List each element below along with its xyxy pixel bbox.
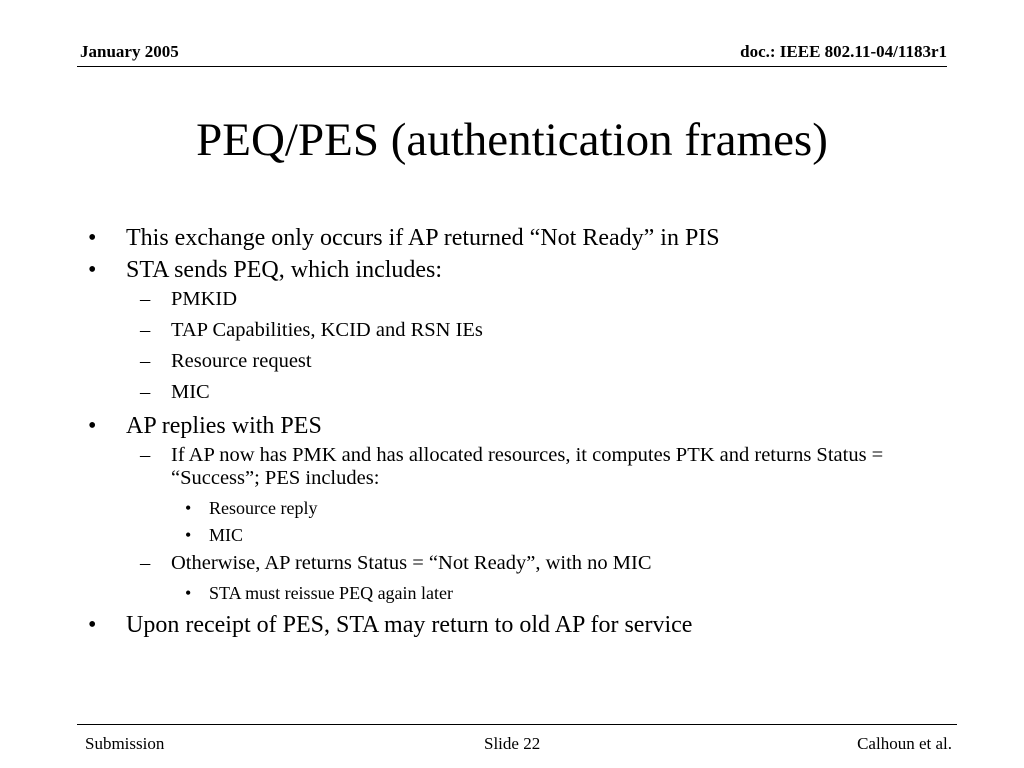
sub-bullet-text: Resource request	[171, 350, 312, 372]
bullet-text: This exchange only occurs if AP returned “Not Ready” in PIS	[126, 225, 720, 251]
footer-slide-number: Slide 22	[484, 734, 541, 753]
sub-bullet-text: TAP Capabilities, KCID and RSN IEs	[171, 319, 483, 341]
dash-marker: –	[140, 288, 151, 310]
bullet-item	[85, 256, 935, 285]
dash-marker: –	[140, 381, 151, 403]
sub-sub-bullet-item	[85, 498, 935, 519]
bullet-text: AP replies with PES	[126, 413, 322, 439]
footer-submission: Submission	[85, 734, 165, 753]
sub-bullet-text: PMKID	[171, 288, 238, 310]
bullet-item	[85, 611, 935, 640]
header-doc-id: doc.: IEEE 802.11-04/1183r1	[740, 42, 947, 61]
bullet-marker: •	[88, 225, 97, 251]
bullet-marker: •	[185, 525, 192, 545]
sub-bullet-text: MIC	[171, 381, 210, 403]
sub-bullet-text: If AP now has PMK and has allocated resources, it computes PTK and returns Status = “Success”; PES includes:	[171, 444, 884, 489]
sub-sub-bullet-item	[85, 583, 935, 604]
sub-bullet-text: Otherwise, AP returns Status = “Not Ready”, with no MIC	[171, 552, 652, 574]
bullet-marker: •	[88, 413, 97, 439]
sub-bullet-item	[85, 444, 935, 490]
dash-marker: –	[140, 319, 151, 341]
sub-sub-bullet-text: Resource reply	[209, 498, 318, 518]
bullet-marker: •	[185, 583, 192, 603]
bullet-text: Upon receipt of PES, STA may return to old AP for service	[126, 612, 693, 638]
slide-body	[85, 224, 935, 643]
sub-bullet-item	[85, 319, 935, 342]
header-date: January 2005	[80, 42, 179, 61]
sub-sub-bullet-text: STA must reissue PEQ again later	[209, 583, 454, 603]
sub-sub-bullet-item	[85, 525, 935, 546]
bullet-item	[85, 412, 935, 441]
slide-title: PEQ/PES (authentication frames)	[196, 114, 828, 166]
dash-marker: –	[140, 350, 151, 372]
sub-bullet-item	[85, 552, 935, 575]
sub-sub-bullet-text: MIC	[209, 525, 244, 545]
bullet-text: STA sends PEQ, which includes:	[126, 257, 443, 283]
sub-bullet-item	[85, 381, 935, 404]
dash-marker: –	[140, 444, 151, 466]
bullet-item	[85, 224, 935, 253]
header-rule	[77, 66, 947, 67]
bullet-marker: •	[185, 498, 192, 518]
dash-marker: –	[140, 552, 151, 574]
footer-authors: Calhoun et al.	[857, 734, 952, 753]
sub-bullet-item	[85, 350, 935, 373]
bullet-marker: •	[88, 257, 97, 283]
sub-bullet-item	[85, 288, 935, 311]
footer-rule	[77, 724, 957, 725]
bullet-marker: •	[88, 612, 97, 638]
